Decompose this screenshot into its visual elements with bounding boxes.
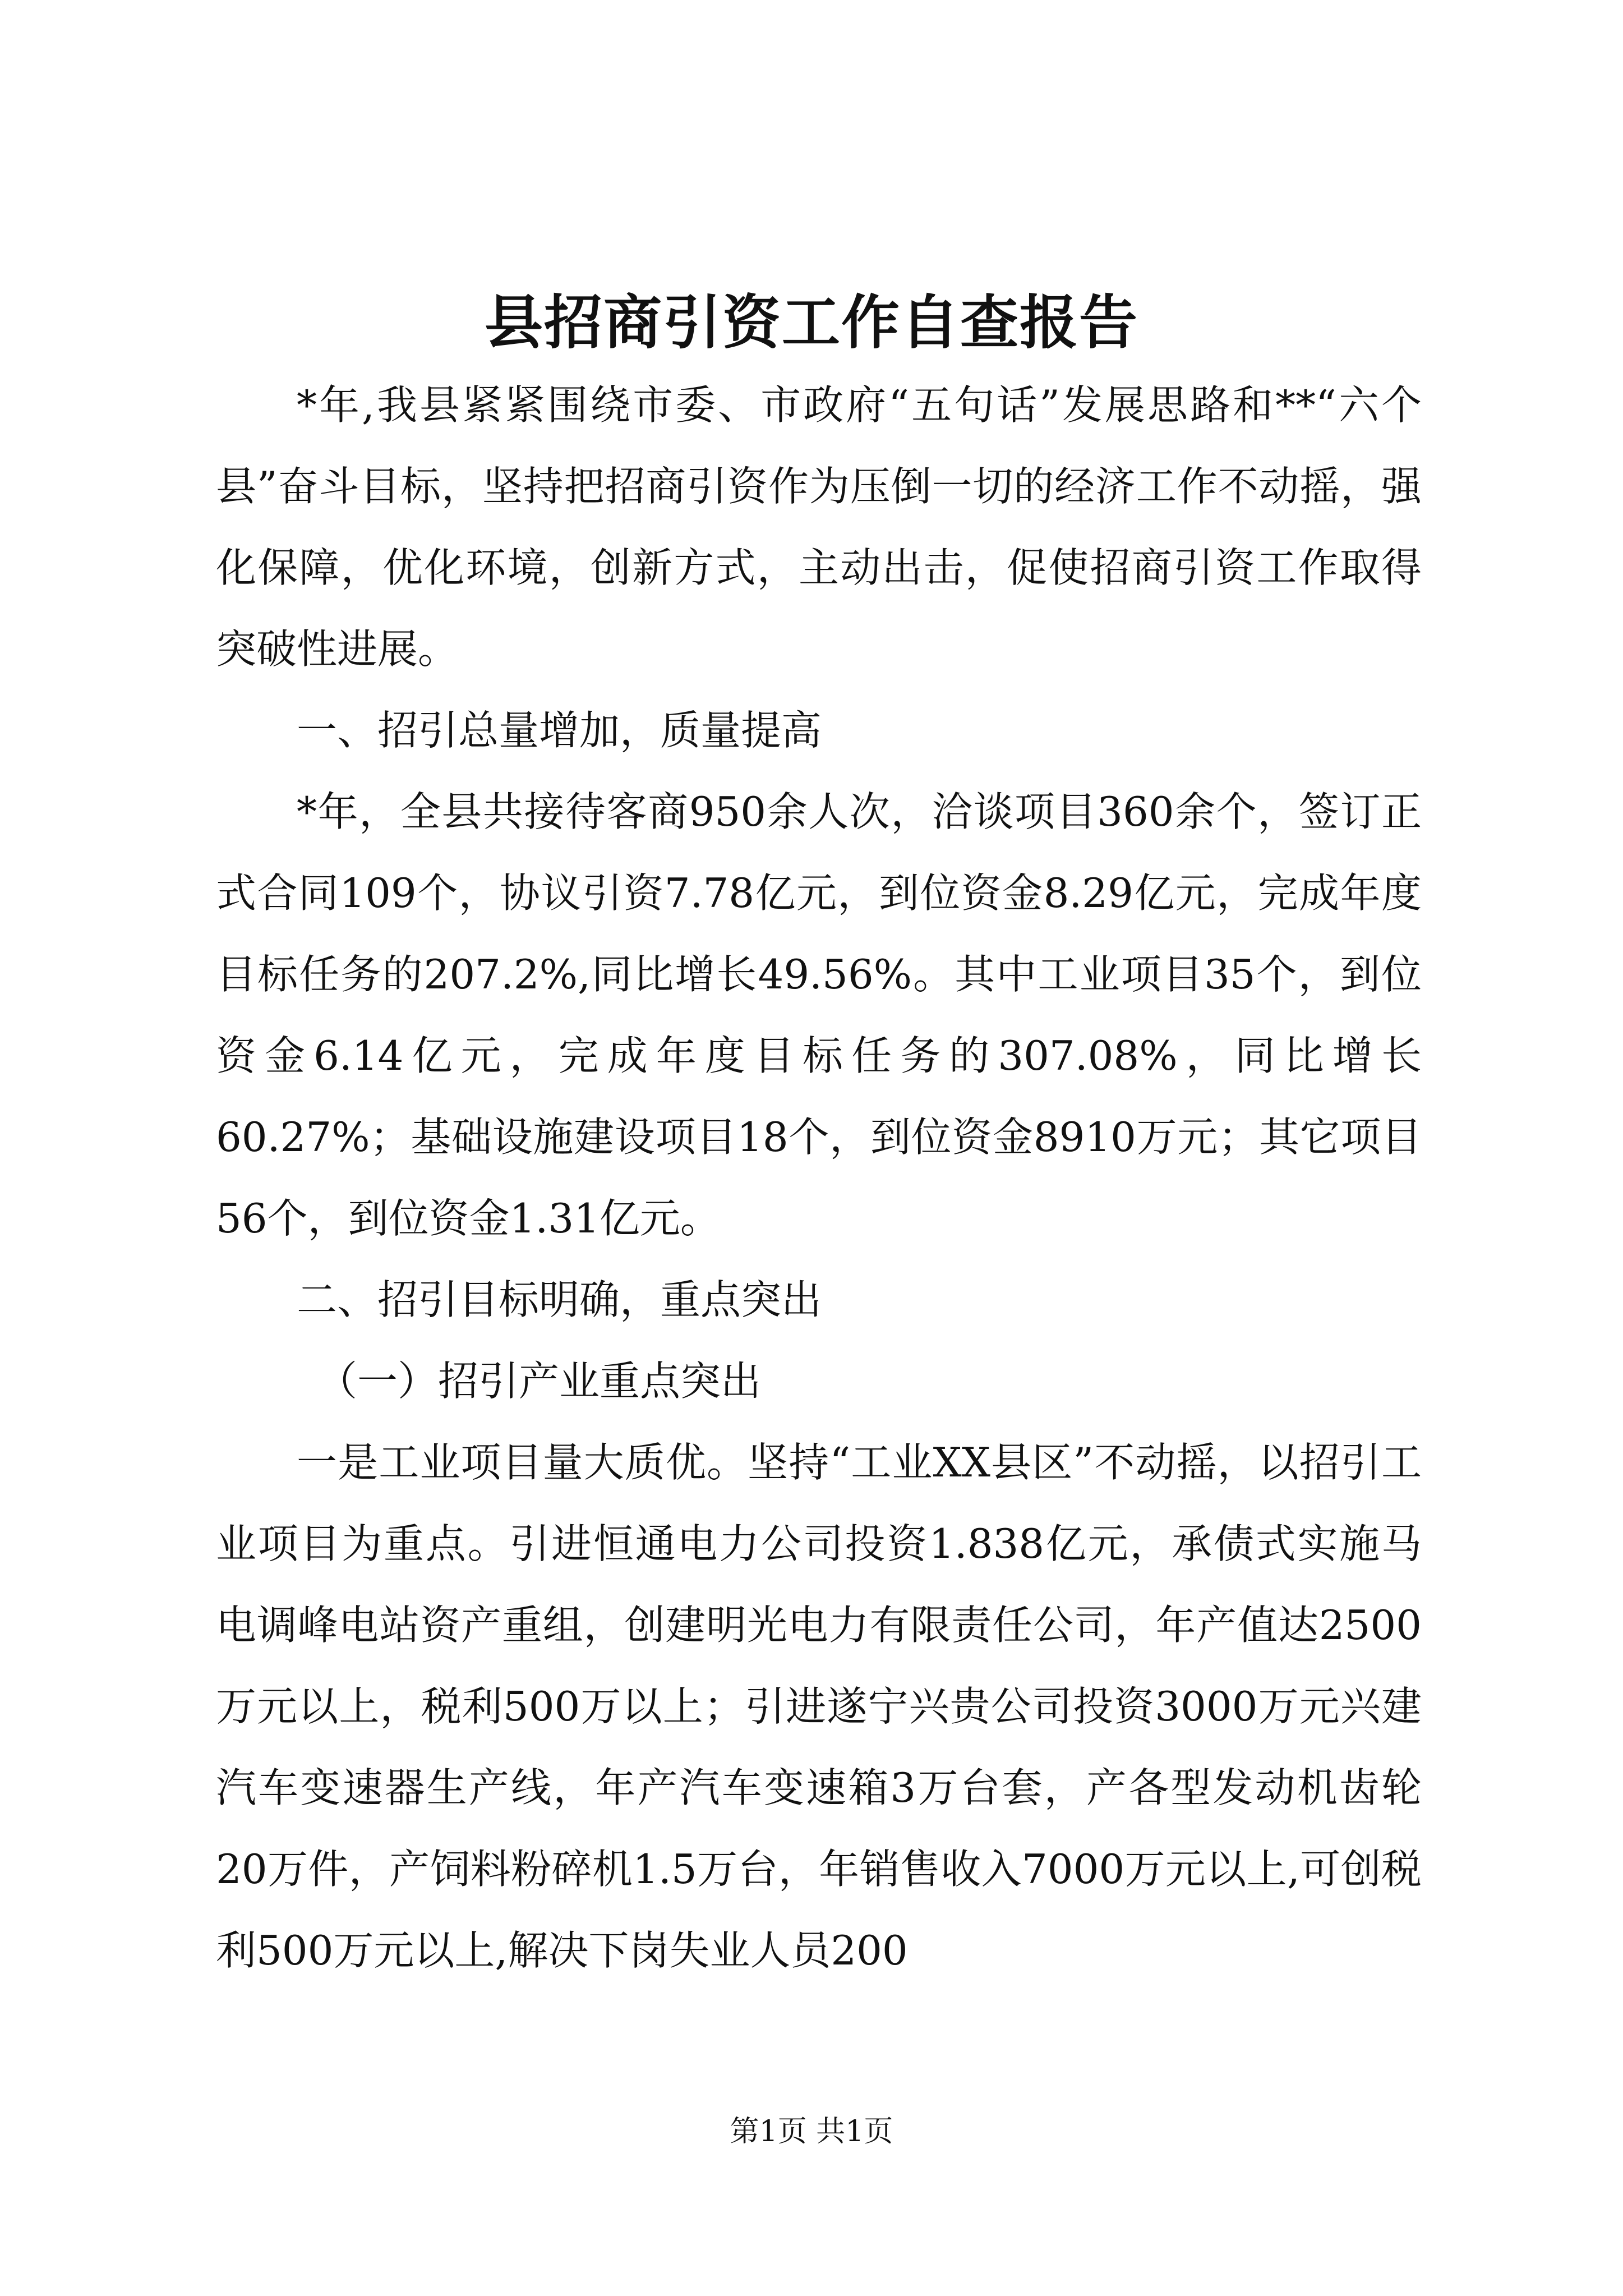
- section-heading-2: 二、招引目标明确，重点突出: [297, 1276, 822, 1323]
- industrial-projects-paragraph: 一是工业项目量大质优。坚持“工业XX县区”不动摇，以招引工业项目为重点。引进恒通电力公司投资1.838亿元，承债式实施马电调峰电站资产重组，创建明光电力有限责任公司，年产值达2500万元以上，税利500万以上；引进遂宁兴贵公司投资3000万元兴建汽车变速器生产线，年产汽车变速箱3万台套，产各型发动机齿轮20万件，产饲料粉碎机1.5万台，年销售收入7000万元以上,可创税利500万元以上,解决下岗失业人员200: [216, 1439, 1422, 1974]
- document-title: 县招商引资工作自查报告: [484, 288, 1138, 357]
- statistics-paragraph: *年，全县共接待客商950余人次，洽谈项目360余个，签订正式合同109个，协议引资7.78亿元，到位资金8.29亿元，完成年度目标任务的207.2%,同比增长49.56%。其中工业项目35个，到位资金6.14亿元，完成年度目标任务的307.08%，同比增长60.27%；基础设施建设项目18个，到位资金8910万元；其它项目56个，到位资金1.31亿元。: [216, 788, 1422, 1242]
- document-body: [216, 365, 1422, 1991]
- subsection-heading-1: （一）招引产业重点突出: [317, 1358, 762, 1405]
- page-footer: 第1页 共1页: [730, 2115, 893, 2148]
- section-heading-1: 一、招引总量增加，质量提高: [297, 707, 822, 754]
- intro-paragraph: *年,我县紧紧围绕市委、市政府“五句话”发展思路和**“六个县”奋斗目标，坚持把招商引资作为压倒一切的经济工作不动摇，强化保障，优化环境，创新方式，主动出击，促使招商引资工作取得突破性进展。: [216, 381, 1422, 673]
